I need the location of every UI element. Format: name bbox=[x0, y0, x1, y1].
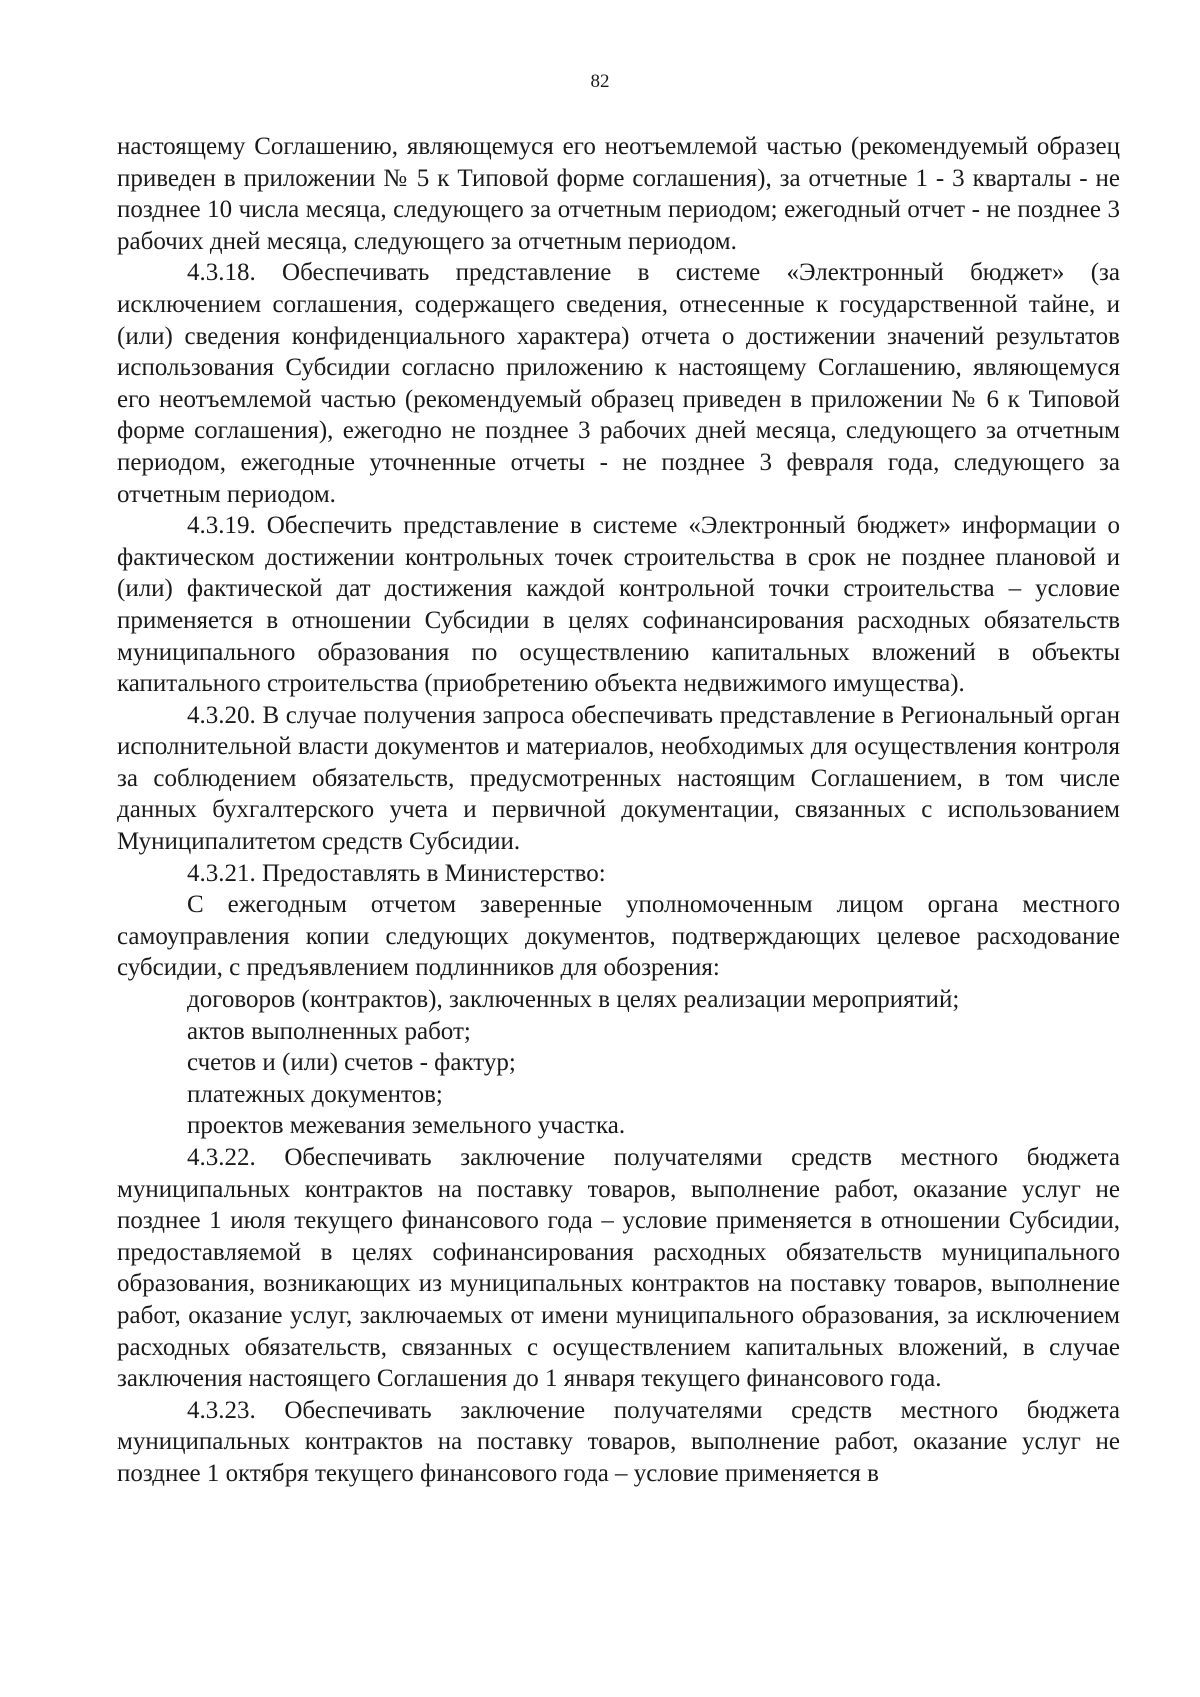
list-item: договоров (контрактов), заключенных в целях реализации мероприятий; bbox=[187, 986, 960, 1014]
list-item: актов выполненных работ; bbox=[187, 1017, 471, 1045]
paragraph-continuation: настоящему Соглашению, являющемуся его неотъемлемой частью (рекомендуемый образец приведен в приложении № 5 к Типовой форме соглашения), за отчетные 1 - 3 кварталы - не позднее 10 числа месяца, следующего за отчетным периодом; ежегодный отчет - не позднее 3 рабочих дней месяца, следующего за отчетным периодом. bbox=[117, 133, 1120, 255]
paragraph-4-3-22: 4.3.22. Обеспечивать заключение получателями средств местного бюджета муниципальных контрактов на поставку товаров, выполнение работ, оказание услуг не позднее 1 июля текущего финансового года – условие применяется в отношении Субсидии, предоставляемой в целях софинансирования расходных обязательств муниципального образования, возникающих из муниципальных контрактов на поставку товаров, выполнение работ, оказание услуг, заключаемых от имени муниципального образования, за исключением расходных обязательств, связанных с осуществлением капитальных вложений, в случае заключения настоящего Соглашения до 1 января текущего финансового года. bbox=[117, 1144, 1120, 1393]
paragraph-4-3-19: 4.3.19. Обеспечить представление в системе «Электронный бюджет» информации о фактическом достижении контрольных точек строительства в срок не позднее плановой и (или) фактической дат достижения каждой контрольной точки строительства – условие применяется в отношении Субсидии в целях софинансирования расходных обязательств муниципального образования по осуществлению капитальных вложений в объекты капитального строительства (приобретению объекта недвижимого имущества). bbox=[117, 512, 1120, 698]
list-item: счетов и (или) счетов - фактур; bbox=[187, 1049, 516, 1077]
list-item: платежных документов; bbox=[187, 1080, 443, 1108]
page-number: 82 bbox=[590, 71, 610, 92]
paragraph-4-3-21: 4.3.21. Предоставлять в Министерство: bbox=[187, 859, 606, 887]
list-item: проектов межевания земельного участка. bbox=[187, 1112, 626, 1140]
paragraph-4-3-20: 4.3.20. В случае получения запроса обеспечивать представление в Региональный орган исполнительной власти документов и материалов, необходимых для осуществления контроля за соблюдением обязательств, предусмотренных настоящим Соглашением, в том числе данных бухгалтерского учета и первичной документации, связанных с использованием Муниципалитетом средств Субсидии. bbox=[117, 701, 1120, 856]
paragraph-annual-report: С ежегодным отчетом заверенные уполномоченным лицом органа местного самоуправления копии следующих документов, подтверждающих целевое расходование субсидии, с предъявлением подлинников для обозрения: bbox=[117, 891, 1120, 982]
paragraph-4-3-18: 4.3.18. Обеспечивать представление в системе «Электронный бюджет» (за исключением соглашения, содержащего сведения, отнесенные к государственной тайне, и (или) сведения конфиденциального характера) отчета о достижении значений результатов использования Субсидии согласно приложению к настоящему Соглашению, являющемуся его неотъемлемой частью (рекомендуемый образец приведен в приложении № 6 к Типовой форме соглашения), ежегодно не позднее 3 рабочих дней месяца, следующего за отчетным периодом, ежегодные уточненные отчеты - не позднее 3 февраля года, следующего за отчетным периодом. bbox=[117, 259, 1120, 508]
paragraph-4-3-23: 4.3.23. Обеспечивать заключение получателями средств местного бюджета муниципальных контрактов на поставку товаров, выполнение работ, оказание услуг не позднее 1 октября текущего финансового года – условие применяется в bbox=[117, 1396, 1120, 1487]
document-body bbox=[117, 131, 1120, 1490]
